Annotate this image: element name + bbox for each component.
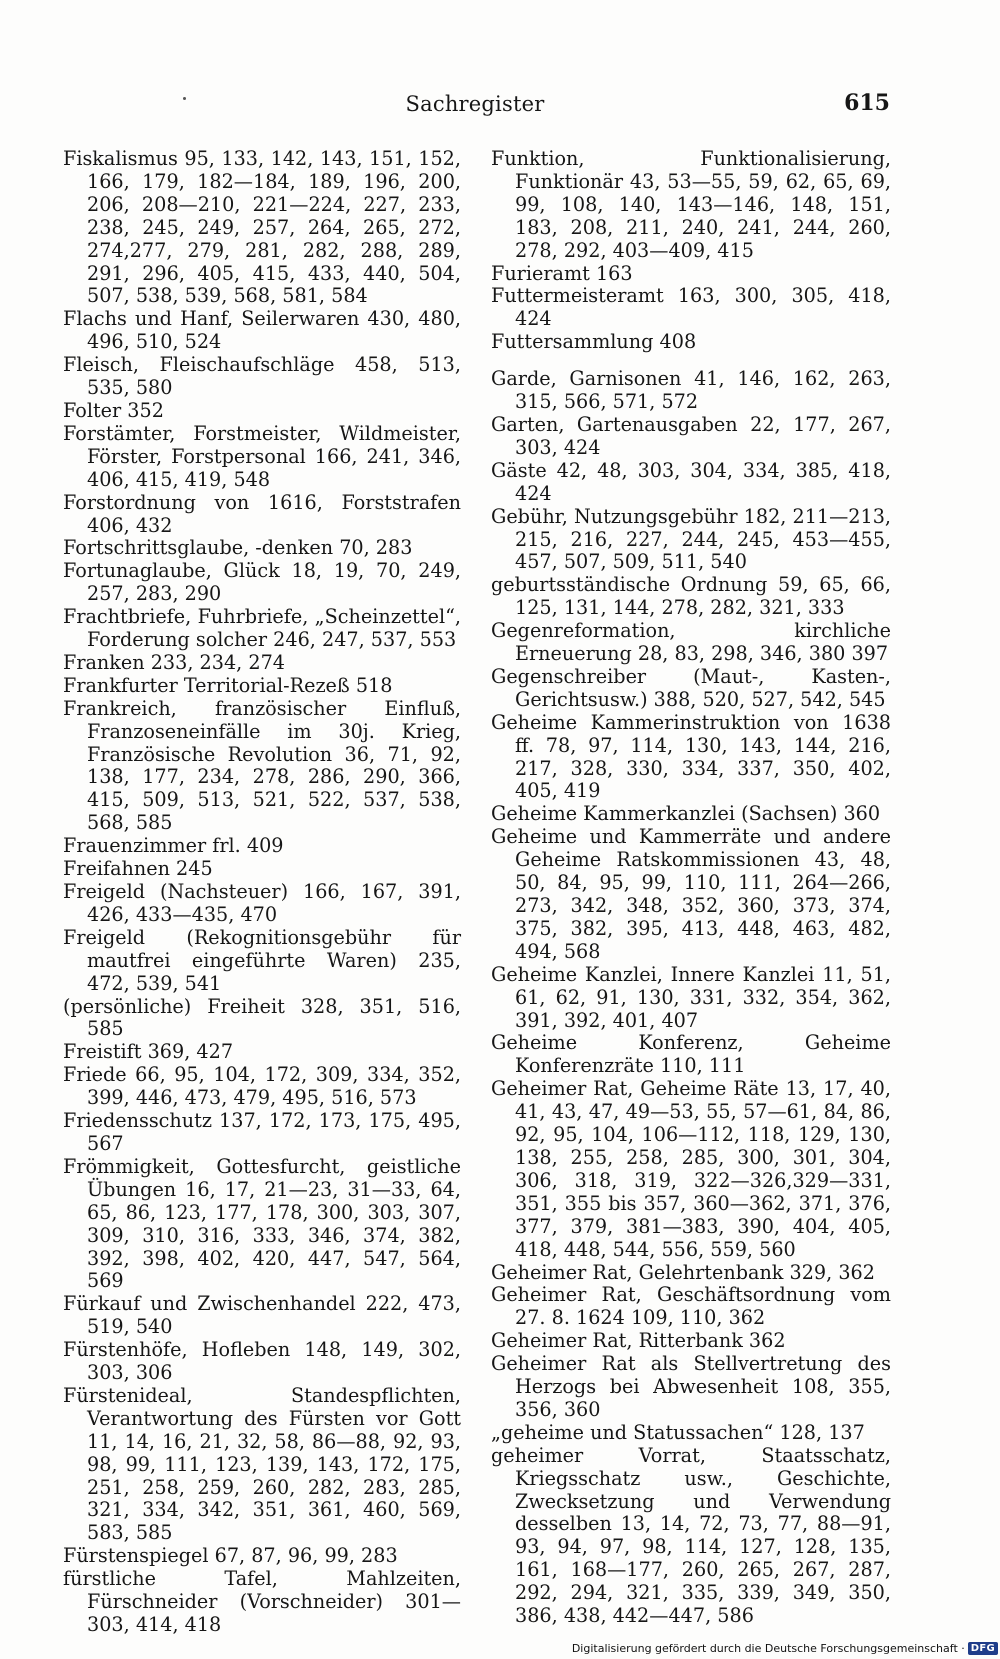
index-entry: Geheimer Rat, Geheime Räte 13, 17, 40, 41, 43, 47, 49—53, 55, 57—61, 84, 86, 92, 95, 104, 106—112, 118, 129, 130, 138, 255, 258, 285, 300, 301, 304, 306, 318, 319, 322—326,329—331, 351, 355 bis 357, 360—362, 371, 376, 377, 379, 381—383, 390, 404, 405, 418, 448, 544, 556, 559, 560 [491,1077,891,1261]
index-entry: Geheimer Rat, Ritterbank 362 [491,1329,786,1353]
index-entry: Geheimer Rat, Gelehrtenbank 329, 362 [491,1260,875,1284]
index-entry: Furieramt 163 [491,261,633,285]
index-entry: Franken 233, 234, 274 [63,650,285,674]
page-number: 615 [844,90,890,116]
index-entry: Funktion, Funktionalisierung, Funktionär 43, 53—55, 59, 62, 65, 69, 99, 108, 140, 143—146, 148, 151, 183, 208, 211, 240, 241, 244, 260, 278, 292, 403—409, 415 [491,147,891,262]
index-entry: Garten, Gartenausgaben 22, 177, 267, 303, 424 [491,412,891,459]
index-entry: Geheime und Kammerräte und andere Geheime Ratskommissionen 43, 48, 50, 84, 95, 99, 110, 111, 264—266, 273, 342, 348, 352, 360, 373, 374, 375, 382, 395, 413, 448, 463, 482, 494, 568 [491,825,891,963]
index-entry: Friedensschutz 137, 172, 173, 175, 495, 567 [63,1109,461,1155]
index-entry: Garde, Garnisonen 41, 146, 162, 263, 315, 566, 571, 572 [491,367,891,414]
index-entry: Geheime Konferenz, Geheime Konferenzräte 110, 111 [491,1031,891,1078]
index-column-left [63,148,461,1637]
index-entry: Forstordnung von 1616, Forststrafen 406, 432 [63,490,461,537]
index-entry: Fleisch, Fleischaufschläge 458, 513, 535, 580 [63,353,461,400]
index-entry: (persönliche) Freiheit 328, 351, 516, 585 [63,994,461,1041]
index-entry: geburtsständische Ordnung 59, 65, 66, 125, 131, 144, 278, 282, 321, 333 [491,573,891,620]
index-entry: Freigeld (Rekognitionsgebühr für mautfrei eingeführte Waren) 235, 472, 539, 541 [63,925,461,995]
index-entry: Futtersammlung 408 [491,330,697,354]
index-column-right [491,148,891,1628]
index-entry: Frauenzimmer frl. 409 [63,834,284,858]
index-entry: „geheime und Statussachen“ 128, 137 [491,1420,865,1444]
dfg-logo: DFG [968,1642,998,1655]
index-entry: Freifahnen 245 [63,857,213,881]
index-entry: Freistift 369, 427 [63,1040,234,1064]
running-header [60,88,890,128]
index-entry: Frömmigkeit, Gottesfurcht, geistliche Übungen 16, 17, 21—23, 31—33, 64, 65, 86, 123, 177, 178, 300, 303, 307, 309, 310, 316, 333, 346, 374, 382, 392, 398, 402, 420, 447, 547, 564, 569 [63,1154,461,1293]
index-entry: Fiskalismus 95, 133, 142, 143, 151, 152, 166, 179, 182—184, 189, 196, 200, 206, 208—210, 221—224, 227, 233, 238, 245, 249, 257, 264, 265, 272, 274,277, 279, 281, 282, 288, 289, 291, 296, 405, 415, 433, 440, 504, 507, 538, 539, 568, 581, 584 [63,147,461,308]
index-entry: Fortunaglaube, Glück 18, 19, 70, 249, 257, 283, 290 [63,559,461,606]
index-entry: Geheime Kammerkanzlei (Sachsen) 360 [491,802,881,826]
header-title: Sachregister [405,92,545,116]
index-entry: Gegenschreiber (Maut-, Kasten-, Gerichtsusw.) 388, 520, 527, 542, 545 [491,664,891,711]
index-entry: Geheime Kanzlei, Innere Kanzlei 11, 51, 61, 62, 91, 130, 331, 332, 354, 362, 391, 392, 401, 407 [491,962,891,1032]
index-entry: Gebühr, Nutzungsgebühr 182, 211—213, 215, 216, 227, 244, 245, 453—455, 457, 507, 509, 511, 540 [491,504,892,574]
index-entry: Fürstenhöfe, Hofleben 148, 149, 302, 303, 306 [63,1338,461,1385]
footer-text: Digitalisierung gefördert durch die Deutsche Forschungsgemeinschaft · [571,1642,965,1655]
index-entry: Geheimer Rat als Stellvertretung des Herzogs bei Abwesenheit 108, 355, 356, 360 [491,1352,891,1421]
index-entry: Fürkauf und Zwischenhandel 222, 473, 519, 540 [63,1292,461,1339]
digitization-footer [571,1638,1000,1659]
index-entry: Gäste 42, 48, 303, 304, 334, 385, 418, 424 [491,458,891,505]
index-entry: Fortschrittsglaube, -denken 70, 283 [63,536,413,560]
index-entry: Geheimer Rat, Geschäftsordnung vom 27. 8. 1624 109, 110, 362 [491,1283,891,1330]
index-entry: Frankfurter Territorial-Rezeß 518 [63,673,393,697]
index-entry: geheimer Vorrat, Staatsschatz, Kriegsschatz usw., Geschichte, Zwecksetzung und Verwendung desselben 13, 14, 72, 73, 77, 88—91, 93, 94, 97, 98, 114, 127, 128, 135, 161, 168—177, 260, 265, 267, 287, 292, 294, 321, 335, 339, 349, 350, 386, 438, 442—447, 586 [491,1443,891,1628]
index-entry: Frankreich, französischer Einfluß, Franzoseneinfälle im 30j. Krieg, Französische Revolution 36, 71, 92, 138, 177, 234, 278, 286, 290, 366, 415, 509, 513, 521, 522, 537, 538, 568, 585 [63,696,461,835]
index-entry: Freigeld (Nachsteuer) 166, 167, 391, 426, 433—435, 470 [63,880,461,926]
index-entry: Frachtbriefe, Fuhrbriefe, „Scheinzettel“, Forderung solcher 246, 247, 537, 553 [63,605,461,652]
index-entry: fürstliche Tafel, Mahlzeiten, Fürschneider (Vorschneider) 301—303, 414, 418 [63,1567,461,1636]
index-entry: Fürstenspiegel 67, 87, 96, 99, 283 [63,1544,398,1568]
index-entry: Gegenreformation, kirchliche Erneuerung 28, 83, 298, 346, 380 397 [491,619,891,666]
index-entry: Folter 352 [63,398,164,422]
index-entry: Fürstenideal, Standespflichten, Verantwortung des Fürsten vor Gott 11, 14, 16, 21, 32, 58, 86—88, 92, 93, 98, 99, 111, 123, 139, 143, 172, 175, 251, 258, 259, 260, 282, 283, 285, 321, 334, 342, 351, 361, 460, 569, 583, 585 [63,1383,461,1545]
index-entry: Futtermeisteramt 163, 300, 305, 418, 424 [491,284,891,331]
index-entry: Friede 66, 95, 104, 172, 309, 334, 352, 399, 446, 473, 479, 495, 516, 573 [63,1063,461,1110]
index-entry: Forstämter, Forstmeister, Wildmeister, Förster, Forstpersonal 166, 241, 346, 406, 415, 419, 548 [63,421,461,491]
index-entry: Geheime Kammerinstruktion von 1638 ff. 78, 97, 114, 130, 143, 144, 216, 217, 328, 330, 334, 337, 350, 402, 405, 419 [491,710,891,803]
index-entry: Flachs und Hanf, Seilerwaren 430, 480, 496, 510, 524 [63,307,461,354]
